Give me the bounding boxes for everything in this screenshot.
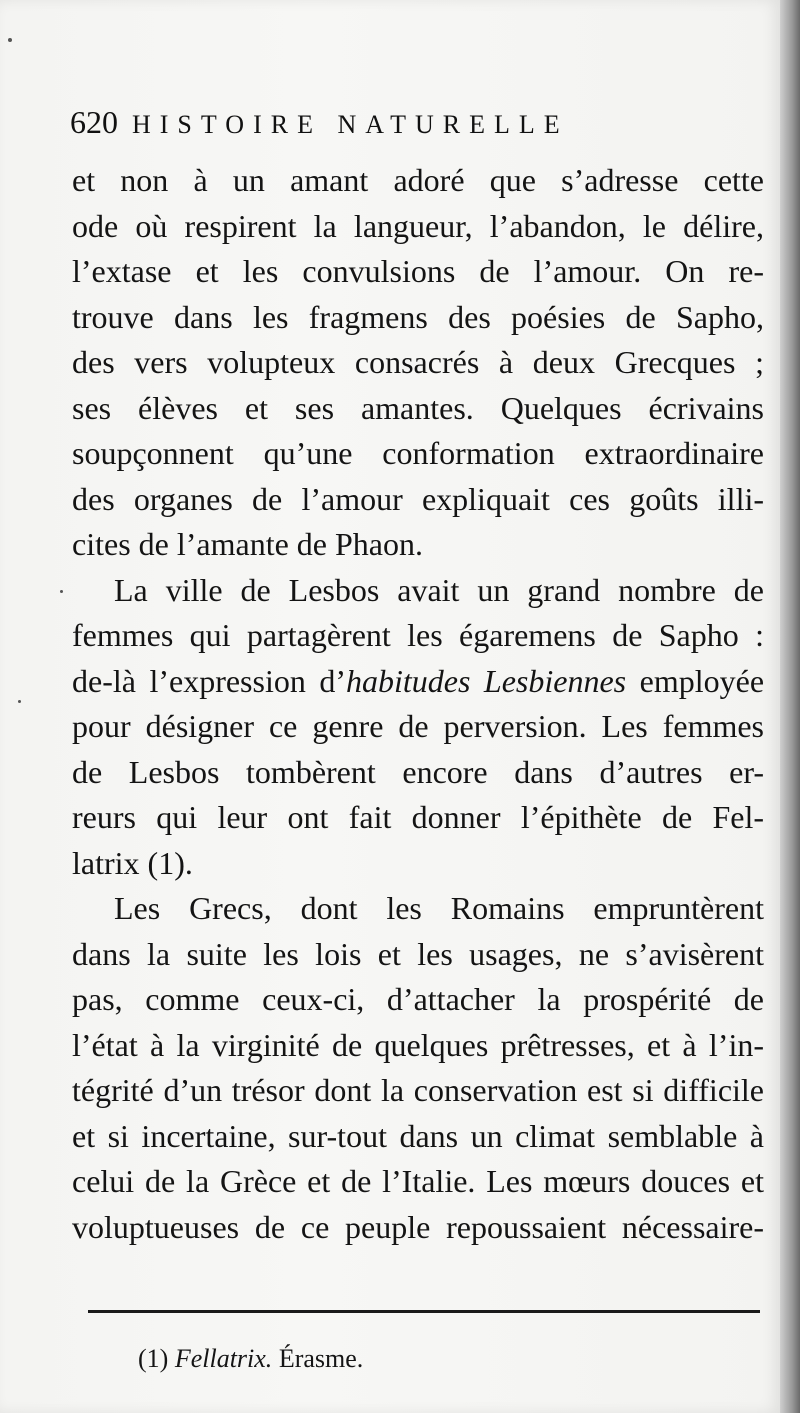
footnote-source: Érasme. bbox=[278, 1344, 364, 1373]
text-line-with-italic bbox=[72, 659, 764, 705]
text-line: des organes de l’amour expliquait ces goûts illi- bbox=[72, 480, 764, 517]
text-line: tégrité d’un trésor dont la conservation est si difficile bbox=[72, 1072, 764, 1108]
text-line: trouve dans les fragmens des poésies de Sapho, bbox=[72, 298, 764, 335]
text-line: reurs qui leur ont fait donner l’épithète de Fel- bbox=[72, 799, 764, 835]
text-line: voluptueuses de ce peuple repoussaient nécessaire- bbox=[72, 1208, 764, 1245]
text-line: dans la suite les lois et les usages, ne s’avisèrent bbox=[72, 935, 764, 972]
text-line: et si incertaine, sur-tout dans un climat semblable à bbox=[72, 1117, 764, 1154]
paper-speck bbox=[60, 590, 63, 593]
text-line: Les Grecs, dont les Romains empruntèrent bbox=[114, 890, 764, 926]
text-line: cites de l’amante de Phaon. bbox=[72, 526, 423, 562]
page-header bbox=[70, 104, 760, 141]
text-line: La ville de Lesbos avait un grand nombre de bbox=[114, 571, 764, 608]
page-edge-shadow bbox=[780, 0, 800, 1413]
running-head: HISTOIRE NATURELLE bbox=[132, 110, 569, 139]
page-number: 620 bbox=[70, 104, 118, 140]
text-line: l’état à la virginité de quelques prêtresses, et à l’in- bbox=[72, 1026, 764, 1063]
text-line: soupçonnent qu’une conformation extraordinaire bbox=[72, 435, 764, 471]
text-segment: employée bbox=[626, 662, 765, 699]
text-line: ses élèves et ses amantes. Quelques écrivains bbox=[72, 389, 764, 426]
text-line: et non à un amant adoré que s’adresse cette bbox=[72, 162, 764, 198]
text-line: pas, comme ceux-ci, d’attacher la prospérité de bbox=[72, 981, 764, 1017]
footnote-rule bbox=[88, 1310, 760, 1313]
text-line: ode où respirent la langueur, l’abandon, le délire, bbox=[72, 207, 764, 244]
paragraph-3 bbox=[72, 886, 764, 1250]
footnote bbox=[138, 1344, 363, 1374]
body-text bbox=[72, 158, 764, 1250]
footnote-marker: (1) bbox=[138, 1344, 169, 1373]
text-line: latrix (1). bbox=[72, 844, 193, 881]
text-line: des vers volupteux consacrés à deux Grecques ; bbox=[72, 344, 764, 380]
italic-phrase: habitudes Lesbiennes bbox=[346, 662, 627, 699]
text-line: femmes qui partagèrent les égaremens de Sapho : bbox=[72, 617, 764, 653]
paper-speck bbox=[18, 700, 21, 703]
text-line: l’extase et les convulsions de l’amour. On re- bbox=[72, 253, 764, 289]
paper-speck bbox=[8, 38, 12, 42]
text-line: de Lesbos tombèrent encore dans d’autres er- bbox=[72, 753, 764, 790]
text-segment: de-là l’expression d’ bbox=[72, 662, 346, 699]
paragraph-2 bbox=[72, 568, 764, 887]
footnote-term: Fellatrix. bbox=[174, 1344, 273, 1373]
text-line: pour désigner ce genre de perversion. Les femmes bbox=[72, 708, 764, 744]
paragraph-1 bbox=[72, 158, 764, 568]
text-line: celui de la Grèce et de l’Italie. Les mœurs douces et bbox=[72, 1163, 764, 1199]
